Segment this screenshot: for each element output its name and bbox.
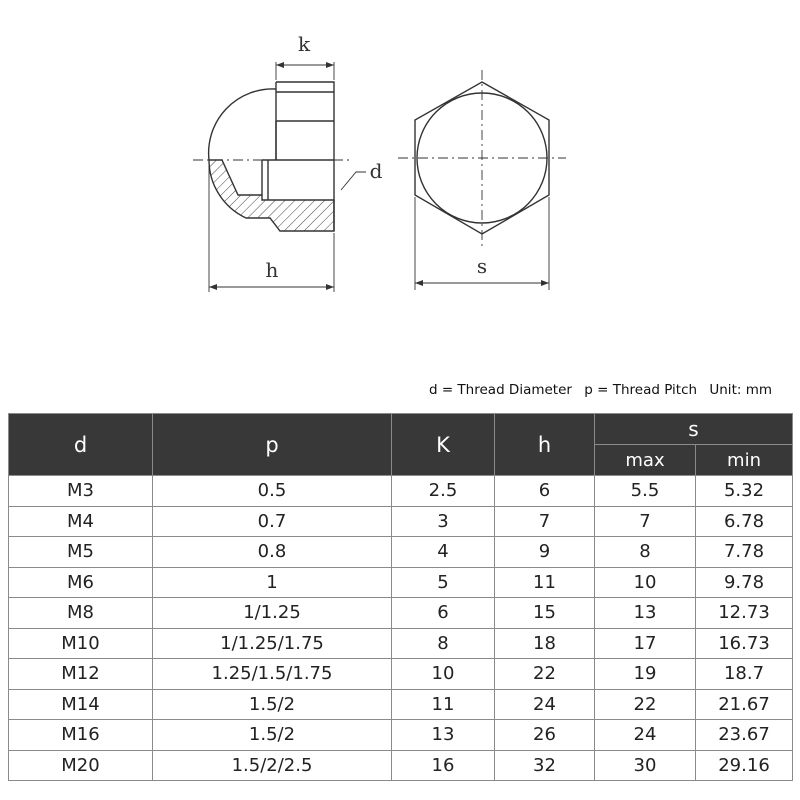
cell-p: 1.5/2/2.5 xyxy=(153,750,392,781)
cell-h: 26 xyxy=(495,720,595,751)
cell-k: 11 xyxy=(392,689,495,720)
cell-p: 1.5/2 xyxy=(153,689,392,720)
table-row xyxy=(9,720,793,751)
cell-p: 0.5 xyxy=(153,476,392,507)
cell-s-min: 21.67 xyxy=(696,689,793,720)
cell-p: 1.25/1.5/1.75 xyxy=(153,659,392,690)
cell-d: M14 xyxy=(9,689,153,720)
header-s-min: min xyxy=(696,445,793,476)
cell-s-min: 12.73 xyxy=(696,598,793,629)
cell-s-min: 7.78 xyxy=(696,537,793,568)
cell-d: M10 xyxy=(9,628,153,659)
table-row xyxy=(9,659,793,690)
cell-d: M12 xyxy=(9,659,153,690)
side-view xyxy=(193,62,366,292)
cell-s-min: 18.7 xyxy=(696,659,793,690)
table-row xyxy=(9,689,793,720)
cell-p: 1/1.25 xyxy=(153,598,392,629)
table-row xyxy=(9,506,793,537)
cell-s-min: 29.16 xyxy=(696,750,793,781)
cell-s-min: 5.32 xyxy=(696,476,793,507)
table-body xyxy=(9,476,793,781)
label-d: d xyxy=(369,159,383,183)
cell-s-min: 6.78 xyxy=(696,506,793,537)
cell-p: 0.8 xyxy=(153,537,392,568)
cell-s-max: 5.5 xyxy=(595,476,696,507)
cell-p: 1 xyxy=(153,567,392,598)
label-h: h xyxy=(265,258,279,282)
legend xyxy=(421,382,772,398)
header-p: p xyxy=(153,414,392,476)
cell-h: 11 xyxy=(495,567,595,598)
label-s: s xyxy=(476,254,488,278)
legend-thread-pitch: p = Thread Pitch xyxy=(584,382,698,398)
cell-s-max: 10 xyxy=(595,567,696,598)
cap-nut-drawing xyxy=(0,0,800,310)
cell-d: M4 xyxy=(9,506,153,537)
cell-k: 4 xyxy=(392,537,495,568)
cell-h: 24 xyxy=(495,689,595,720)
header-d: d xyxy=(9,414,153,476)
dimensions-table xyxy=(8,413,793,781)
cell-s-max: 30 xyxy=(595,750,696,781)
cell-s-max: 19 xyxy=(595,659,696,690)
table-row xyxy=(9,598,793,629)
legend-thread-diameter: d = Thread Diameter xyxy=(428,382,572,398)
cell-k: 2.5 xyxy=(392,476,495,507)
cell-k: 16 xyxy=(392,750,495,781)
header-k: K xyxy=(392,414,495,476)
cell-p: 1.5/2 xyxy=(153,720,392,751)
cell-d: M3 xyxy=(9,476,153,507)
cell-s-min: 23.67 xyxy=(696,720,793,751)
cell-h: 7 xyxy=(495,506,595,537)
cell-k: 13 xyxy=(392,720,495,751)
section-hatch xyxy=(209,160,334,231)
cell-h: 15 xyxy=(495,598,595,629)
cell-k: 8 xyxy=(392,628,495,659)
cell-s-max: 7 xyxy=(595,506,696,537)
cell-h: 18 xyxy=(495,628,595,659)
cell-d: M20 xyxy=(9,750,153,781)
cell-k: 6 xyxy=(392,598,495,629)
cell-h: 22 xyxy=(495,659,595,690)
cell-d: M5 xyxy=(9,537,153,568)
cell-s-max: 8 xyxy=(595,537,696,568)
cell-s-max: 24 xyxy=(595,720,696,751)
header-h: h xyxy=(495,414,595,476)
cell-k: 10 xyxy=(392,659,495,690)
cell-s-max: 22 xyxy=(595,689,696,720)
cell-s-min: 9.78 xyxy=(696,567,793,598)
cell-p: 1/1.25/1.75 xyxy=(153,628,392,659)
table-row xyxy=(9,567,793,598)
cell-s-max: 13 xyxy=(595,598,696,629)
cell-d: M16 xyxy=(9,720,153,751)
header-s: s xyxy=(595,414,793,445)
dome-outline xyxy=(209,89,276,160)
cell-s-max: 17 xyxy=(595,628,696,659)
cell-p: 0.7 xyxy=(153,506,392,537)
label-k: k xyxy=(297,32,311,56)
table-row xyxy=(9,628,793,659)
cell-k: 5 xyxy=(392,567,495,598)
table-row xyxy=(9,476,793,507)
header-s-max: max xyxy=(595,445,696,476)
cell-h: 9 xyxy=(495,537,595,568)
table-row xyxy=(9,750,793,781)
cell-d: M8 xyxy=(9,598,153,629)
cell-h: 6 xyxy=(495,476,595,507)
table-row xyxy=(9,537,793,568)
cell-h: 32 xyxy=(495,750,595,781)
cell-k: 3 xyxy=(392,506,495,537)
cell-d: M6 xyxy=(9,567,153,598)
cell-s-min: 16.73 xyxy=(696,628,793,659)
legend-unit: Unit: mm xyxy=(709,382,772,398)
